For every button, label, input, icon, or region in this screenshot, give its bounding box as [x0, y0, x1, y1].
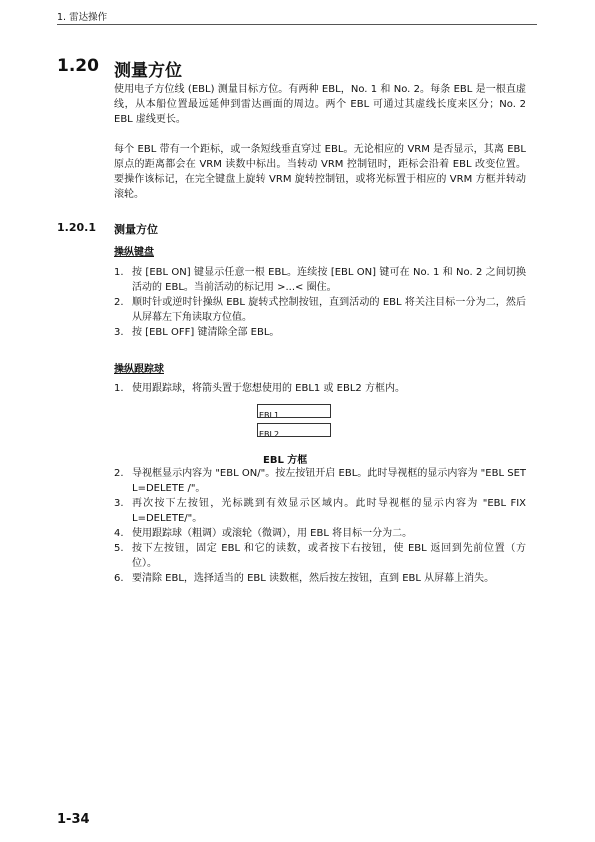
ebl2-box[interactable]: EBL2 — [257, 423, 331, 437]
trackball-steps-rest — [114, 466, 526, 586]
keyboard-steps — [114, 265, 526, 340]
list-item: 5. 按下左按钮，固定 EBL 和它的读数，或者按下右按钮，使 EBL 返回到先前位置（方位）。 — [114, 543, 526, 569]
trackball-steps-first — [114, 381, 526, 396]
list-item: 3. 再次按下左按钮，光标跳到有效显示区域内。此时导视框的显示内容为 "EBL FIX L=DELETE/"。 — [114, 498, 526, 524]
list-item: 6. 要清除 EBL，选择适当的 EBL 读数框，然后按左按钮，直到 EBL 从屏幕上消失。 — [114, 573, 495, 584]
list-item: 2. 顺时针或逆时针操纵 EBL 旋转式控制按钮，直到活动的 EBL 将关注目标一分为二，然后从屏幕左下角读取方位值。 — [114, 297, 526, 323]
page-number: 1-34 — [57, 812, 90, 827]
subsection-number: 1.20.1 — [57, 221, 96, 234]
trackball-group-title: 操纵跟踪球 — [114, 364, 164, 375]
figure-caption: EBL 方框 — [263, 455, 308, 466]
list-item: 1. 按 [EBL ON] 键显示任意一根 EBL。连续按 [EBL ON] 键可在 No. 1 和 No. 2 之间切换活动的 EBL。当前活动的标记用 >...< 圈住。 — [114, 267, 526, 293]
list-item: 2. 导视框显示内容为 "EBL ON/"。按左按钮开启 EBL。此时导视框的显示内容为 "EBL SET L=DELETE /"。 — [114, 468, 526, 494]
list-item: 3. 按 [EBL OFF] 键清除全部 EBL。 — [114, 327, 280, 338]
section-title: 测量方位 — [114, 61, 182, 81]
subsection-title: 测量方位 — [114, 223, 158, 236]
list-item: 1. 使用跟踪球，将箭头置于您想使用的 EBL1 或 EBL2 方框内。 — [114, 383, 405, 394]
list-item: 4. 使用跟踪球（粗调）或滚轮（微调），用 EBL 将目标一分为二。 — [114, 528, 413, 539]
intro-paragraph: 使用电子方位线 (EBL) 测量目标方位。有两种 EBL，No. 1 和 No. 2。每条 EBL 是一根直虚线，从本船位置最远延伸到雷达画面的周边。两个 EBL 可通过其虚线长度来区分；No. 2 EBL 虚线更长。 — [114, 84, 526, 125]
range-marker-paragraph: 每个 EBL 带有一个距标，或一条短线垂直穿过 EBL。无论相应的 VRM 是否显示，其离 EBL 原点的距离都会在 VRM 读数中标出。当转动 VRM 控制钮时，距标会沿着 EBL 改变位置。要操作该标记，在完全键盘上旋转 VRM 旋转控制钮，或将光标置于相应的 VRM 方框并转动滚轮。 — [114, 144, 526, 200]
header-divider — [57, 24, 537, 25]
ebl1-box[interactable]: EBL1 — [257, 404, 331, 418]
running-header: 1. 雷达操作 — [57, 12, 108, 23]
keyboard-group-title: 操纵键盘 — [114, 247, 154, 258]
section-number: 1.20 — [57, 56, 99, 76]
